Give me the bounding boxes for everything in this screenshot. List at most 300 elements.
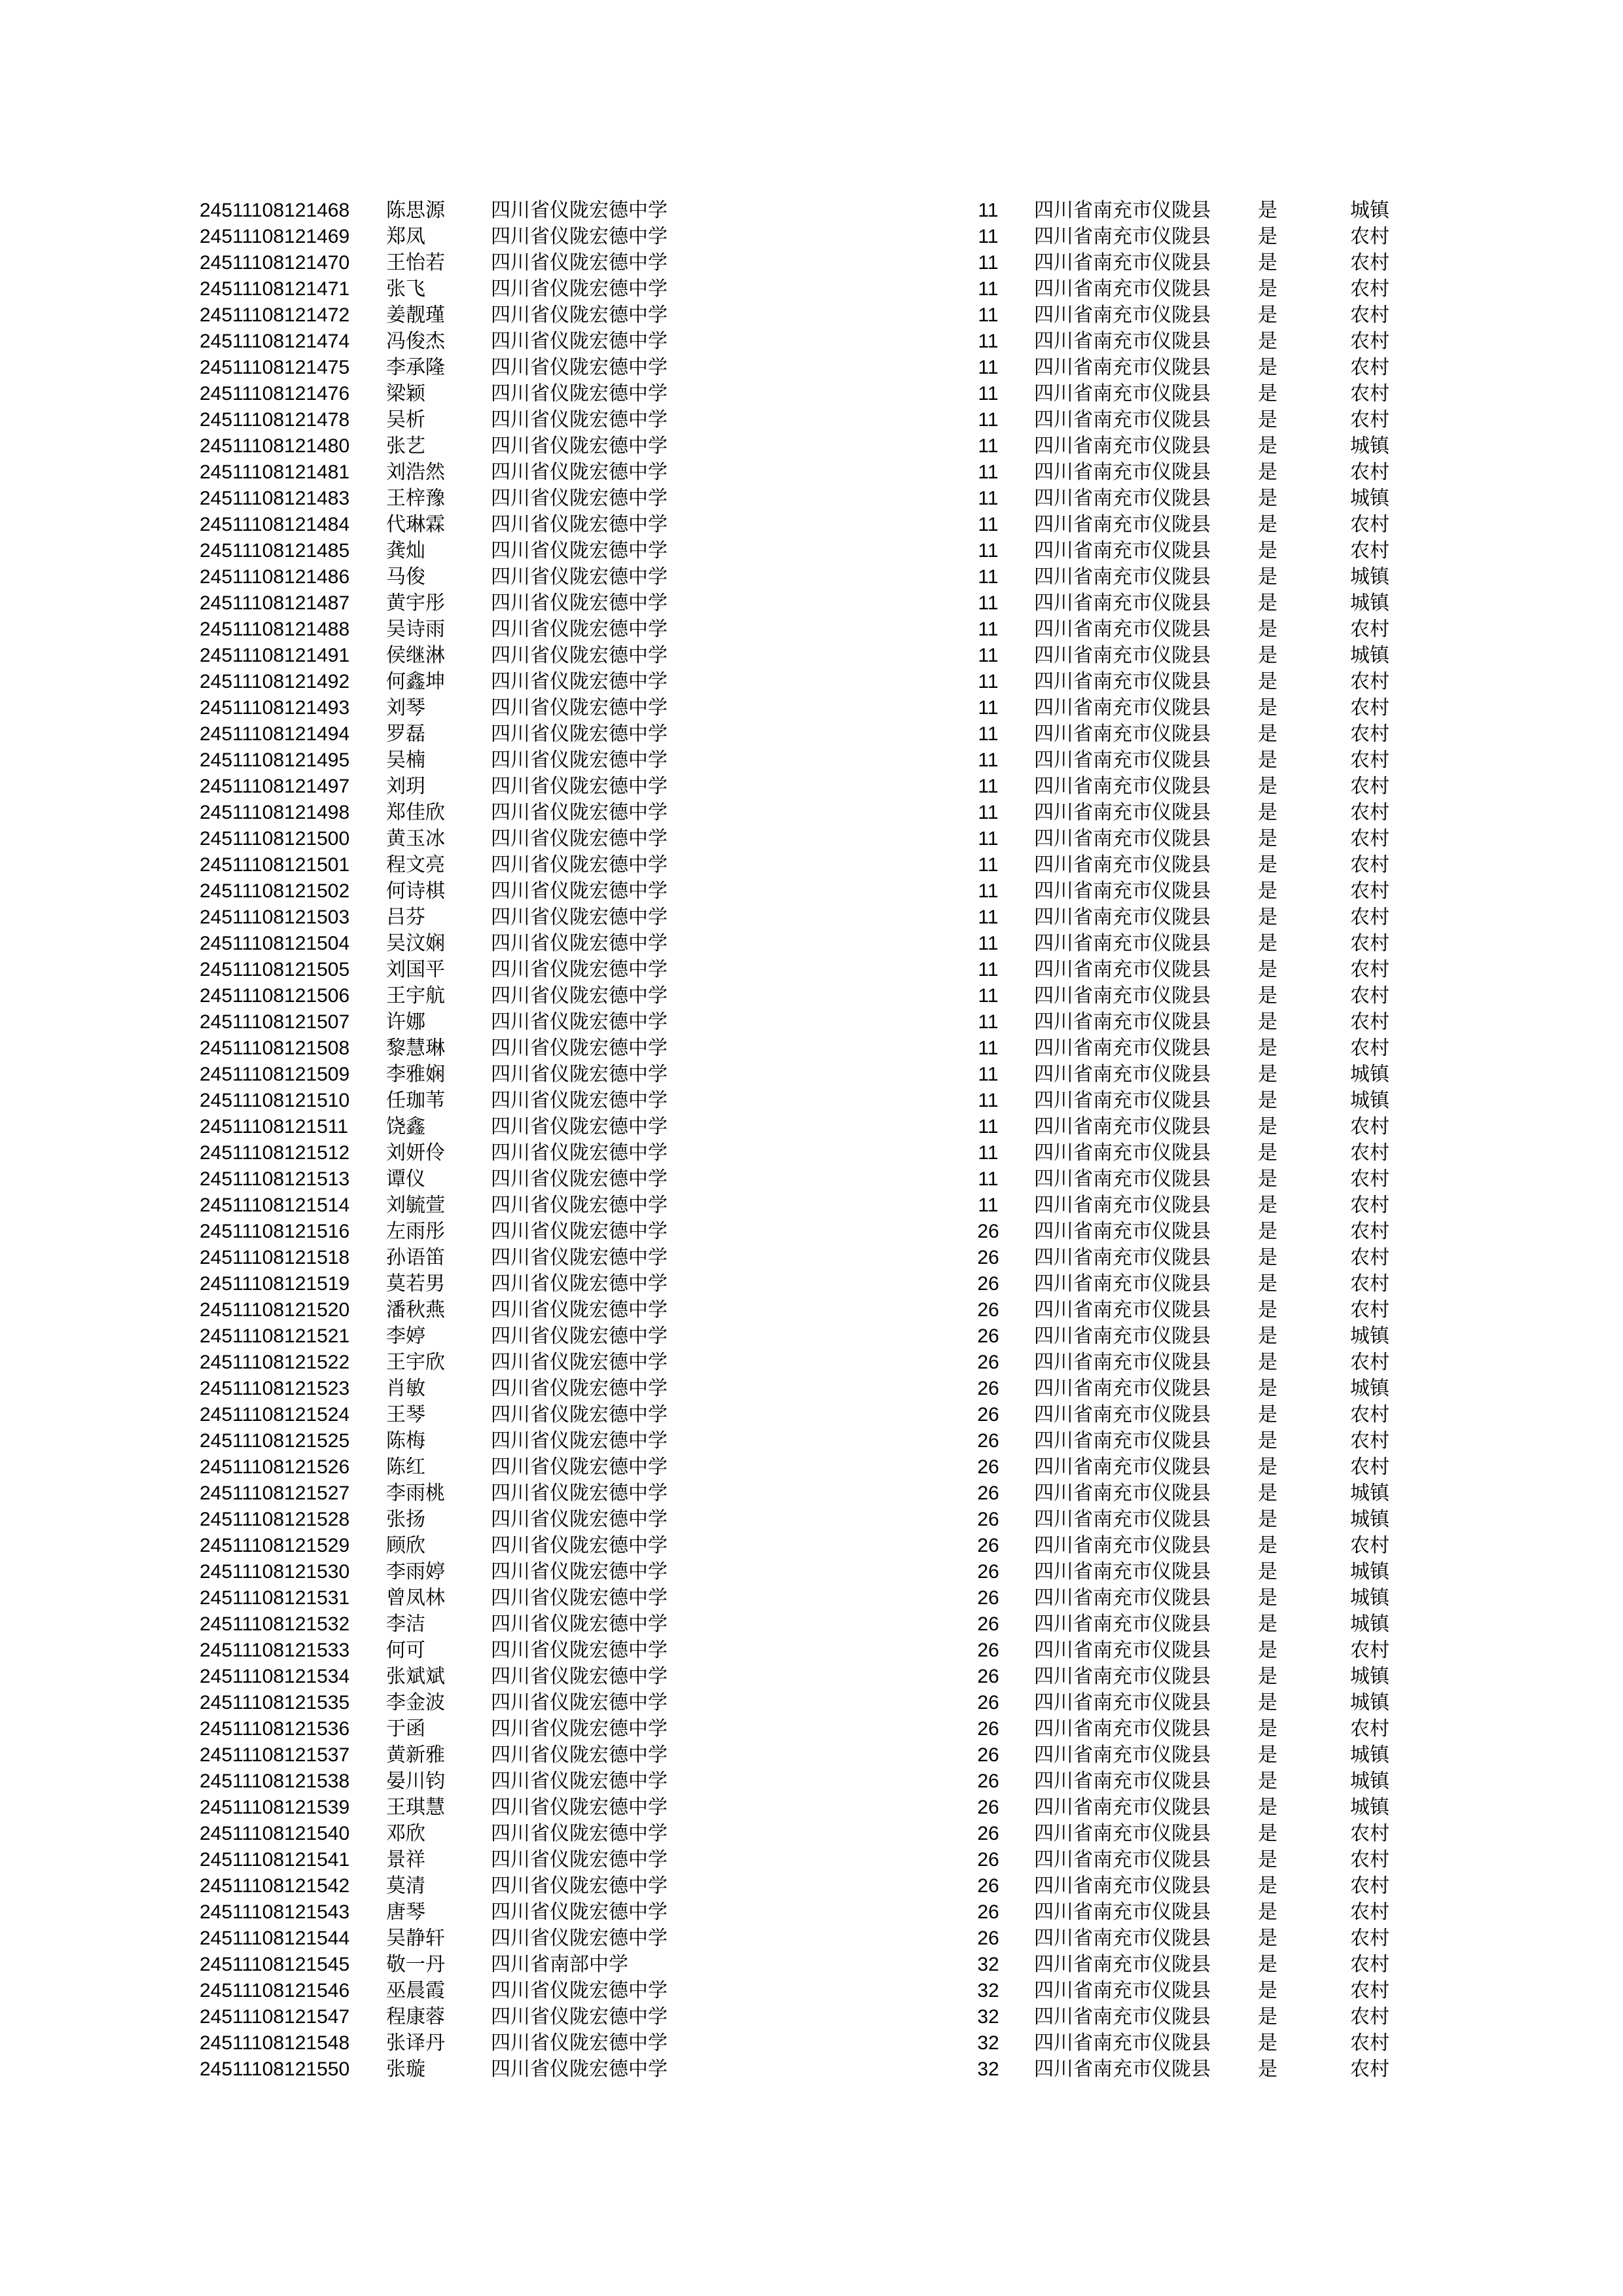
table-row xyxy=(0,1742,1623,1768)
code-cell: 26 xyxy=(977,1247,999,1268)
region-cell: 四川省南充市仪陇县 xyxy=(1034,618,1211,641)
student-name-cell: 罗磊 xyxy=(386,723,425,745)
flag-cell: 是 xyxy=(1258,1979,1277,2002)
flag-cell: 是 xyxy=(1258,1848,1277,1871)
region-cell: 四川省南充市仪陇县 xyxy=(1034,827,1211,850)
flag-cell: 是 xyxy=(1258,2005,1277,2028)
student-name-cell: 张艺 xyxy=(386,435,425,457)
table-row xyxy=(0,1507,1623,1533)
school-cell: 四川省仪陇宏德中学 xyxy=(491,330,668,353)
student-name-cell: 李雅娴 xyxy=(386,1063,445,1086)
table-row xyxy=(0,695,1623,721)
school-cell: 四川省仪陇宏德中学 xyxy=(491,565,668,588)
student-name-cell: 景祥 xyxy=(386,1848,425,1871)
table-row xyxy=(0,1088,1623,1114)
exam-number-cell: 24511108121529 xyxy=(200,1535,350,1556)
student-name-cell: 曾凤林 xyxy=(386,1587,445,1609)
code-cell: 26 xyxy=(977,1535,999,1556)
code-cell: 26 xyxy=(977,1587,999,1609)
exam-number-cell: 24511108121524 xyxy=(200,1404,350,1426)
code-cell: 11 xyxy=(978,906,999,928)
school-cell: 四川省仪陇宏德中学 xyxy=(491,1168,668,1191)
school-cell: 四川省仪陇宏德中学 xyxy=(491,1299,668,1321)
code-cell: 32 xyxy=(977,2032,999,2054)
code-cell: 11 xyxy=(978,802,999,823)
exam-number-cell: 24511108121505 xyxy=(200,959,350,980)
flag-cell: 是 xyxy=(1258,1822,1277,1845)
area-type-cell: 城镇 xyxy=(1350,1377,1389,1400)
school-cell: 四川省仪陇宏德中学 xyxy=(491,1534,668,1557)
exam-number-cell: 24511108121518 xyxy=(200,1247,350,1268)
exam-number-cell: 24511108121469 xyxy=(200,226,350,247)
region-cell: 四川省南充市仪陇县 xyxy=(1034,1168,1211,1191)
code-cell: 11 xyxy=(978,461,999,483)
region-cell: 四川省南充市仪陇县 xyxy=(1034,670,1211,693)
table-row xyxy=(0,355,1623,381)
exam-number-cell: 24511108121546 xyxy=(200,1980,350,2001)
school-cell: 四川省仪陇宏德中学 xyxy=(491,1979,668,2002)
flag-cell: 是 xyxy=(1258,1272,1277,1295)
code-cell: 26 xyxy=(977,1744,999,1766)
exam-number-cell: 24511108121523 xyxy=(200,1378,350,1399)
area-type-cell: 农村 xyxy=(1350,1717,1389,1740)
exam-number-cell: 24511108121534 xyxy=(200,1666,350,1687)
area-type-cell: 城镇 xyxy=(1350,1770,1389,1793)
region-cell: 四川省南充市仪陇县 xyxy=(1034,1848,1211,1871)
area-type-cell: 农村 xyxy=(1350,461,1389,484)
area-type-cell: 农村 xyxy=(1350,749,1389,772)
region-cell: 四川省南充市仪陇县 xyxy=(1034,696,1211,719)
exam-number-cell: 24511108121545 xyxy=(200,1954,350,1975)
code-cell: 11 xyxy=(978,1011,999,1033)
exam-number-cell: 24511108121528 xyxy=(200,1509,350,1530)
student-name-cell: 黄玉冰 xyxy=(386,827,445,850)
school-cell: 四川省仪陇宏德中学 xyxy=(491,435,668,457)
table-row xyxy=(0,1062,1623,1088)
flag-cell: 是 xyxy=(1258,1901,1277,1924)
area-type-cell: 农村 xyxy=(1350,723,1389,745)
student-name-cell: 李金波 xyxy=(386,1691,445,1714)
region-cell: 四川省南充市仪陇县 xyxy=(1034,984,1211,1007)
flag-cell: 是 xyxy=(1258,1115,1277,1138)
flag-cell: 是 xyxy=(1258,382,1277,405)
flag-cell: 是 xyxy=(1258,932,1277,955)
code-cell: 26 xyxy=(977,1325,999,1347)
school-cell: 四川省仪陇宏德中学 xyxy=(491,1796,668,1819)
school-cell: 四川省仪陇宏德中学 xyxy=(491,696,668,719)
code-cell: 11 xyxy=(978,723,999,745)
table-row xyxy=(0,1297,1623,1323)
flag-cell: 是 xyxy=(1258,1299,1277,1321)
student-name-cell: 王怡若 xyxy=(386,251,445,274)
flag-cell: 是 xyxy=(1258,801,1277,824)
school-cell: 四川省仪陇宏德中学 xyxy=(491,1587,668,1609)
school-cell: 四川省仪陇宏德中学 xyxy=(491,1848,668,1871)
student-name-cell: 吴楠 xyxy=(386,749,425,772)
exam-number-cell: 24511108121544 xyxy=(200,1928,350,1949)
region-cell: 四川省南充市仪陇县 xyxy=(1034,1351,1211,1374)
code-cell: 26 xyxy=(977,1352,999,1373)
student-name-cell: 冯俊杰 xyxy=(386,330,445,353)
exam-number-cell: 24511108121511 xyxy=(200,1116,348,1138)
flag-cell: 是 xyxy=(1258,749,1277,772)
student-name-cell: 莫若男 xyxy=(386,1272,445,1295)
region-cell: 四川省南充市仪陇县 xyxy=(1034,487,1211,510)
student-name-cell: 孙语笛 xyxy=(386,1246,445,1269)
table-row xyxy=(0,721,1623,747)
area-type-cell: 农村 xyxy=(1350,1220,1389,1243)
flag-cell: 是 xyxy=(1258,1325,1277,1348)
area-type-cell: 农村 xyxy=(1350,906,1389,929)
table-row xyxy=(0,878,1623,905)
student-name-cell: 黄新雅 xyxy=(386,1744,445,1767)
student-name-cell: 梁颖 xyxy=(386,382,425,405)
exam-number-cell: 24511108121509 xyxy=(200,1064,350,1085)
table-row xyxy=(0,774,1623,800)
school-cell: 四川省仪陇宏德中学 xyxy=(491,408,668,431)
area-type-cell: 农村 xyxy=(1350,958,1389,981)
region-cell: 四川省南充市仪陇县 xyxy=(1034,1874,1211,1897)
school-cell: 四川省仪陇宏德中学 xyxy=(491,1246,668,1269)
code-cell: 26 xyxy=(977,1221,999,1242)
exam-number-cell: 24511108121504 xyxy=(200,933,350,954)
table-row xyxy=(0,1585,1623,1611)
table-row xyxy=(0,1978,1623,2004)
data-table xyxy=(0,198,1623,2083)
student-name-cell: 刘毓萱 xyxy=(386,1194,445,1217)
flag-cell: 是 xyxy=(1258,1246,1277,1269)
flag-cell: 是 xyxy=(1258,487,1277,510)
area-type-cell: 城镇 xyxy=(1350,1508,1389,1531)
code-cell: 11 xyxy=(978,304,999,326)
region-cell: 四川省南充市仪陇县 xyxy=(1034,801,1211,824)
student-name-cell: 晏川钧 xyxy=(386,1770,445,1793)
area-type-cell: 农村 xyxy=(1350,696,1389,719)
area-type-cell: 农村 xyxy=(1350,1953,1389,1976)
flag-cell: 是 xyxy=(1258,1037,1277,1060)
table-row xyxy=(0,669,1623,695)
table-row xyxy=(0,1611,1623,1638)
code-cell: 11 xyxy=(978,488,999,509)
school-cell: 四川省仪陇宏德中学 xyxy=(491,1822,668,1845)
area-type-cell: 农村 xyxy=(1350,1272,1389,1295)
student-name-cell: 李洁 xyxy=(386,1613,425,1636)
school-cell: 四川省仪陇宏德中学 xyxy=(491,1874,668,1897)
student-name-cell: 刘玥 xyxy=(386,775,425,798)
code-cell: 11 xyxy=(978,1037,999,1059)
table-row xyxy=(0,1690,1623,1716)
exam-number-cell: 24511108121480 xyxy=(200,435,350,457)
exam-number-cell: 24511108121535 xyxy=(200,1692,350,1713)
exam-number-cell: 24511108121497 xyxy=(200,776,350,797)
table-row xyxy=(0,1350,1623,1376)
area-type-cell: 城镇 xyxy=(1350,1665,1389,1688)
flag-cell: 是 xyxy=(1258,670,1277,693)
region-cell: 四川省南充市仪陇县 xyxy=(1034,199,1211,222)
area-type-cell: 农村 xyxy=(1350,670,1389,693)
exam-number-cell: 24511108121500 xyxy=(200,828,350,850)
code-cell: 26 xyxy=(977,1509,999,1530)
code-cell: 11 xyxy=(978,985,999,1007)
school-cell: 四川省仪陇宏德中学 xyxy=(491,2005,668,2028)
flag-cell: 是 xyxy=(1258,880,1277,903)
exam-number-cell: 24511108121547 xyxy=(200,2006,350,2028)
table-row xyxy=(0,224,1623,250)
area-type-cell: 农村 xyxy=(1350,618,1389,641)
code-cell: 11 xyxy=(978,200,999,221)
area-type-cell: 农村 xyxy=(1350,1351,1389,1374)
table-row xyxy=(0,852,1623,878)
code-cell: 11 xyxy=(978,854,999,876)
exam-number-cell: 24511108121481 xyxy=(200,461,350,483)
code-cell: 26 xyxy=(977,1299,999,1321)
flag-cell: 是 xyxy=(1258,1744,1277,1767)
school-cell: 四川省仪陇宏德中学 xyxy=(491,1011,668,1033)
flag-cell: 是 xyxy=(1258,618,1277,641)
exam-number-cell: 24511108121494 xyxy=(200,723,350,745)
student-name-cell: 王宇欣 xyxy=(386,1351,445,1374)
school-cell: 四川省仪陇宏德中学 xyxy=(491,827,668,850)
code-cell: 11 xyxy=(978,697,999,719)
area-type-cell: 城镇 xyxy=(1350,592,1389,615)
exam-number-cell: 24511108121538 xyxy=(200,1770,350,1792)
flag-cell: 是 xyxy=(1258,1534,1277,1557)
flag-cell: 是 xyxy=(1258,539,1277,562)
school-cell: 四川省仪陇宏德中学 xyxy=(491,775,668,798)
student-name-cell: 任珈苇 xyxy=(386,1089,445,1112)
exam-number-cell: 24511108121492 xyxy=(200,671,350,692)
code-cell: 32 xyxy=(977,2058,999,2080)
table-row xyxy=(0,1376,1623,1402)
flag-cell: 是 xyxy=(1258,906,1277,929)
region-cell: 四川省南充市仪陇县 xyxy=(1034,592,1211,615)
table-row xyxy=(0,1480,1623,1507)
school-cell: 四川省仪陇宏德中学 xyxy=(491,1691,668,1714)
table-row xyxy=(0,407,1623,433)
code-cell: 26 xyxy=(977,1666,999,1687)
student-name-cell: 王琴 xyxy=(386,1403,425,1426)
region-cell: 四川省南充市仪陇县 xyxy=(1034,382,1211,405)
student-name-cell: 程文亮 xyxy=(386,853,445,876)
area-type-cell: 农村 xyxy=(1350,1927,1389,1950)
area-type-cell: 农村 xyxy=(1350,251,1389,274)
flag-cell: 是 xyxy=(1258,723,1277,745)
school-cell: 四川省仪陇宏德中学 xyxy=(491,958,668,981)
school-cell: 四川省仪陇宏德中学 xyxy=(491,1429,668,1452)
code-cell: 26 xyxy=(977,1640,999,1661)
student-name-cell: 陈梅 xyxy=(386,1429,425,1452)
school-cell: 四川省仪陇宏德中学 xyxy=(491,304,668,327)
code-cell: 11 xyxy=(978,1142,999,1164)
student-name-cell: 肖敏 xyxy=(386,1377,425,1400)
school-cell: 四川省仪陇宏德中学 xyxy=(491,2032,668,2054)
school-cell: 四川省仪陇宏德中学 xyxy=(491,1351,668,1374)
exam-number-cell: 24511108121502 xyxy=(200,880,350,902)
region-cell: 四川省南充市仪陇县 xyxy=(1034,1613,1211,1636)
region-cell: 四川省南充市仪陇县 xyxy=(1034,880,1211,903)
region-cell: 四川省南充市仪陇县 xyxy=(1034,1429,1211,1452)
school-cell: 四川省仪陇宏德中学 xyxy=(491,461,668,484)
flag-cell: 是 xyxy=(1258,1796,1277,1819)
code-cell: 26 xyxy=(977,1849,999,1871)
table-row xyxy=(0,1768,1623,1795)
table-row xyxy=(0,1454,1623,1480)
flag-cell: 是 xyxy=(1258,1482,1277,1505)
exam-number-cell: 24511108121507 xyxy=(200,1011,350,1033)
table-row xyxy=(0,643,1623,669)
region-cell: 四川省南充市仪陇县 xyxy=(1034,1770,1211,1793)
area-type-cell: 农村 xyxy=(1350,330,1389,353)
flag-cell: 是 xyxy=(1258,1456,1277,1479)
region-cell: 四川省南充市仪陇县 xyxy=(1034,1325,1211,1348)
region-cell: 四川省南充市仪陇县 xyxy=(1034,932,1211,955)
area-type-cell: 农村 xyxy=(1350,2058,1389,2081)
area-type-cell: 农村 xyxy=(1350,880,1389,903)
area-type-cell: 城镇 xyxy=(1350,1089,1389,1112)
code-cell: 11 xyxy=(978,540,999,562)
area-type-cell: 农村 xyxy=(1350,1534,1389,1557)
table-row xyxy=(0,1245,1623,1271)
code-cell: 26 xyxy=(977,1613,999,1635)
code-cell: 26 xyxy=(977,1901,999,1923)
flag-cell: 是 xyxy=(1258,1063,1277,1086)
area-type-cell: 农村 xyxy=(1350,2005,1389,2028)
area-type-cell: 农村 xyxy=(1350,1011,1389,1033)
flag-cell: 是 xyxy=(1258,1141,1277,1164)
code-cell: 11 xyxy=(978,566,999,588)
school-cell: 四川省仪陇宏德中学 xyxy=(491,1508,668,1531)
school-cell: 四川省仪陇宏德中学 xyxy=(491,1115,668,1138)
school-cell: 四川省仪陇宏德中学 xyxy=(491,932,668,955)
area-type-cell: 城镇 xyxy=(1350,487,1389,510)
table-row xyxy=(0,564,1623,590)
student-name-cell: 何诗棋 xyxy=(386,880,445,903)
flag-cell: 是 xyxy=(1258,2032,1277,2054)
student-name-cell: 马俊 xyxy=(386,565,425,588)
flag-cell: 是 xyxy=(1258,1220,1277,1243)
exam-number-cell: 24511108121491 xyxy=(200,645,350,666)
flag-cell: 是 xyxy=(1258,1717,1277,1740)
region-cell: 四川省南充市仪陇县 xyxy=(1034,225,1211,248)
student-name-cell: 何可 xyxy=(386,1639,425,1662)
region-cell: 四川省南充市仪陇县 xyxy=(1034,958,1211,981)
code-cell: 26 xyxy=(977,1378,999,1399)
student-name-cell: 黎慧琳 xyxy=(386,1037,445,1060)
school-cell: 四川省仪陇宏德中学 xyxy=(491,1037,668,1060)
flag-cell: 是 xyxy=(1258,513,1277,536)
exam-number-cell: 24511108121533 xyxy=(200,1640,350,1661)
exam-number-cell: 24511108121536 xyxy=(200,1718,350,1740)
region-cell: 四川省南充市仪陇县 xyxy=(1034,1220,1211,1243)
table-row xyxy=(0,800,1623,826)
area-type-cell: 农村 xyxy=(1350,304,1389,327)
table-row xyxy=(0,1873,1623,1899)
table-row xyxy=(0,1899,1623,1926)
exam-number-cell: 24511108121542 xyxy=(200,1875,350,1897)
table-row xyxy=(0,2030,1623,2056)
exam-number-cell: 24511108121510 xyxy=(200,1090,350,1111)
code-cell: 11 xyxy=(978,671,999,692)
table-row xyxy=(0,459,1623,486)
region-cell: 四川省南充市仪陇县 xyxy=(1034,2032,1211,2054)
school-cell: 四川省仪陇宏德中学 xyxy=(491,513,668,536)
area-type-cell: 农村 xyxy=(1350,2032,1389,2054)
school-cell: 四川省仪陇宏德中学 xyxy=(491,278,668,300)
area-type-cell: 农村 xyxy=(1350,827,1389,850)
student-name-cell: 侯继淋 xyxy=(386,644,445,667)
exam-number-cell: 24511108121516 xyxy=(200,1221,350,1242)
flag-cell: 是 xyxy=(1258,278,1277,300)
student-name-cell: 左雨彤 xyxy=(386,1220,445,1243)
exam-number-cell: 24511108121488 xyxy=(200,619,350,640)
region-cell: 四川省南充市仪陇县 xyxy=(1034,1560,1211,1583)
region-cell: 四川省南充市仪陇县 xyxy=(1034,2058,1211,2081)
region-cell: 四川省南充市仪陇县 xyxy=(1034,2005,1211,2028)
flag-cell: 是 xyxy=(1258,356,1277,379)
area-type-cell: 城镇 xyxy=(1350,565,1389,588)
area-type-cell: 城镇 xyxy=(1350,1691,1389,1714)
exam-number-cell: 24511108121508 xyxy=(200,1037,350,1059)
flag-cell: 是 xyxy=(1258,827,1277,850)
area-type-cell: 城镇 xyxy=(1350,1325,1389,1348)
area-type-cell: 农村 xyxy=(1350,1429,1389,1452)
flag-cell: 是 xyxy=(1258,1351,1277,1374)
exam-number-cell: 24511108121478 xyxy=(200,409,350,431)
area-type-cell: 农村 xyxy=(1350,1194,1389,1217)
school-cell: 四川省仪陇宏德中学 xyxy=(491,1613,668,1636)
table-row xyxy=(0,931,1623,957)
flag-cell: 是 xyxy=(1258,1587,1277,1609)
student-name-cell: 刘国平 xyxy=(386,958,445,981)
table-row xyxy=(0,1952,1623,1978)
flag-cell: 是 xyxy=(1258,1560,1277,1583)
table-row xyxy=(0,1847,1623,1873)
code-cell: 26 xyxy=(977,1928,999,1949)
student-name-cell: 王琪慧 xyxy=(386,1796,445,1819)
student-name-cell: 郑凤 xyxy=(386,225,425,248)
code-cell: 11 xyxy=(978,592,999,614)
table-row xyxy=(0,486,1623,512)
exam-number-cell: 24511108121537 xyxy=(200,1744,350,1766)
exam-number-cell: 24511108121521 xyxy=(200,1325,350,1347)
area-type-cell: 城镇 xyxy=(1350,1744,1389,1767)
exam-number-cell: 24511108121506 xyxy=(200,985,350,1007)
school-cell: 四川省仪陇宏德中学 xyxy=(491,1194,668,1217)
exam-number-cell: 24511108121527 xyxy=(200,1482,350,1504)
student-name-cell: 刘琴 xyxy=(386,696,425,719)
exam-number-cell: 24511108121472 xyxy=(200,304,350,326)
exam-number-cell: 24511108121550 xyxy=(200,2058,350,2080)
student-name-cell: 张璇 xyxy=(386,2058,425,2081)
school-cell: 四川省仪陇宏德中学 xyxy=(491,984,668,1007)
exam-number-cell: 24511108121468 xyxy=(200,200,350,221)
region-cell: 四川省南充市仪陇县 xyxy=(1034,1639,1211,1662)
code-cell: 26 xyxy=(977,1482,999,1504)
flag-cell: 是 xyxy=(1258,984,1277,1007)
student-name-cell: 吕芬 xyxy=(386,906,425,929)
region-cell: 四川省南充市仪陇县 xyxy=(1034,1691,1211,1714)
table-row xyxy=(0,1219,1623,1245)
exam-number-cell: 24511108121484 xyxy=(200,514,350,535)
code-cell: 11 xyxy=(978,252,999,274)
code-cell: 11 xyxy=(978,749,999,771)
code-cell: 26 xyxy=(977,1770,999,1792)
exam-number-cell: 24511108121543 xyxy=(200,1901,350,1923)
school-cell: 四川省仪陇宏德中学 xyxy=(491,618,668,641)
school-cell: 四川省仪陇宏德中学 xyxy=(491,801,668,824)
area-type-cell: 农村 xyxy=(1350,1037,1389,1060)
area-type-cell: 农村 xyxy=(1350,1299,1389,1321)
